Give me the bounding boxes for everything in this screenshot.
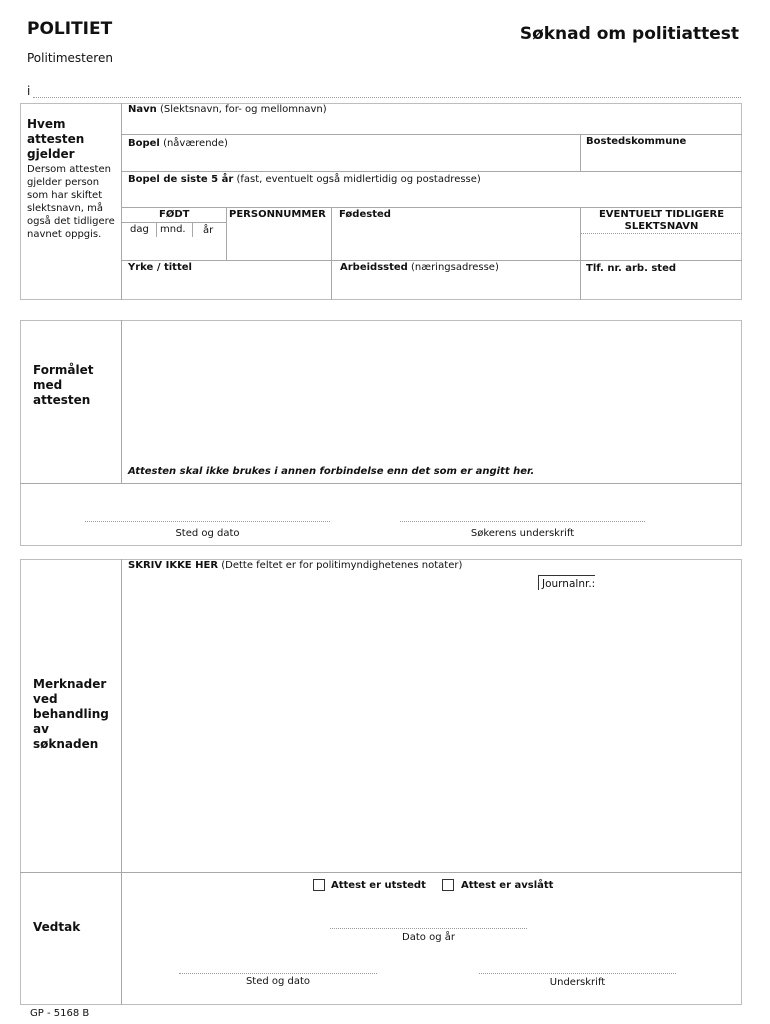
- applicant-signature-label: Søkerens underskrift: [470, 528, 575, 539]
- decision-title: Vedtak: [33, 920, 81, 934]
- purpose-section-title: Formålet med attesten: [33, 363, 94, 407]
- person-section-title: Hvem attesten gjelder: [27, 117, 85, 161]
- address-5y-label: Bopel de siste 5 år (fast, eventuelt også midlertidig og postadresse): [128, 174, 481, 185]
- birthplace-field[interactable]: [332, 222, 580, 260]
- birthplace-label: Fødested: [339, 209, 391, 220]
- police-chief-label: Politimesteren: [27, 51, 113, 65]
- journal-number-label: Journalnr.:: [538, 575, 595, 590]
- workplace-field[interactable]: [332, 275, 580, 300]
- decision-date-field[interactable]: [330, 928, 527, 929]
- work-phone-field[interactable]: [581, 276, 742, 300]
- agency-name: POLITIET: [27, 19, 113, 39]
- issued-checkbox[interactable]: [313, 879, 325, 891]
- remarks-field[interactable]: [123, 598, 740, 870]
- born-label: FØDT: [159, 209, 190, 220]
- form-code: GP - 5168 B: [30, 1008, 90, 1019]
- decision-signature-field[interactable]: [479, 973, 676, 974]
- former-name-note: Dersom attesten gjelder person som har skiftet slektsnavn, må også det tidligere navnet oppgis.: [27, 164, 115, 240]
- usage-warning: Attesten skal ikke brukes i annen forbindelse enn det som er angitt her.: [128, 466, 535, 477]
- do-not-write-label: SKRIV IKKE HER (Dette feltet er for politimyndighetenes notater): [128, 560, 463, 571]
- address-field[interactable]: [122, 151, 580, 171]
- former-surname-label: EVENTUELT TIDLIGERE SLEKTSNAVN: [598, 209, 725, 232]
- personal-number-field[interactable]: [227, 222, 331, 260]
- address-label: Bopel (nåværende): [128, 138, 228, 149]
- address-5y-field[interactable]: [122, 187, 742, 207]
- decision-signature-label: Underskrift: [549, 977, 606, 988]
- former-surname-field[interactable]: [581, 234, 742, 260]
- workplace-label: Arbeidssted (næringsadresse): [340, 262, 499, 273]
- municipality-field[interactable]: [581, 149, 742, 171]
- decision-date-label: Dato og år: [402, 932, 455, 943]
- decision-place-date-field[interactable]: [179, 973, 377, 974]
- born-year-label: år: [203, 225, 214, 236]
- issued-label: Attest er utstedt: [331, 880, 426, 891]
- form-title: Søknad om politiattest: [519, 24, 739, 44]
- purpose-place-date-field[interactable]: [85, 521, 330, 522]
- police-district-field[interactable]: [33, 97, 741, 98]
- birth-date-field[interactable]: [122, 237, 226, 260]
- born-day-label: dag: [130, 224, 149, 235]
- remarks-section-title: Merknader ved behandling av søknaden: [33, 677, 109, 751]
- born-month-label: mnd.: [160, 224, 186, 235]
- work-phone-label: Tlf. nr. arb. sted: [586, 263, 677, 274]
- purpose-place-date-label: Sted og dato: [175, 528, 240, 539]
- occupation-field[interactable]: [122, 275, 331, 300]
- municipality-label: Bostedskommune: [586, 136, 687, 147]
- personal-number-label: PERSONNUMMER: [229, 209, 326, 220]
- rejected-label: Attest er avslått: [461, 880, 554, 891]
- decision-place-date-label: Sted og dato: [245, 976, 311, 987]
- police-district-label: i: [27, 84, 31, 98]
- applicant-signature-field[interactable]: [400, 521, 645, 522]
- occupation-label: Yrke / tittel: [128, 262, 192, 273]
- rejected-checkbox[interactable]: [442, 879, 454, 891]
- name-field[interactable]: [122, 117, 742, 134]
- name-label: Navn (Slektsnavn, for- og mellomnavn): [128, 104, 327, 115]
- purpose-field[interactable]: [123, 322, 740, 462]
